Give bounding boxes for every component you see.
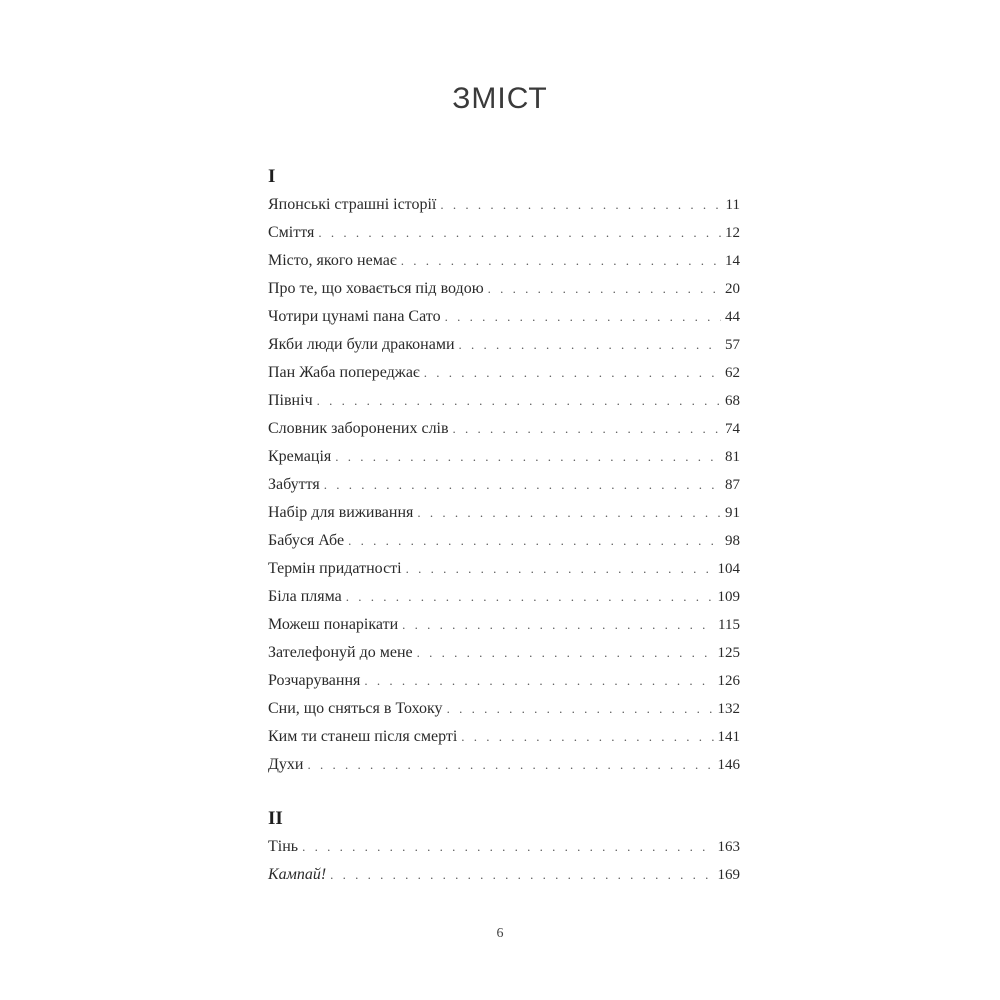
toc-entry-title: Сни, що сняться в Тохоку xyxy=(268,700,443,717)
toc-entry-title: Набір для виживання xyxy=(268,504,414,521)
toc-entry[interactable] xyxy=(268,555,740,583)
dot-leader xyxy=(417,499,721,527)
dot-leader xyxy=(461,723,713,751)
toc-entry[interactable] xyxy=(268,303,740,331)
toc-entry-page: 115 xyxy=(718,617,740,633)
section-heading: II xyxy=(268,808,283,829)
dot-leader xyxy=(440,191,721,219)
toc-entry-page: 87 xyxy=(725,477,740,493)
page-number: 6 xyxy=(496,926,504,941)
toc-entry[interactable] xyxy=(268,695,740,723)
table-of-contents xyxy=(268,163,740,889)
toc-entry[interactable] xyxy=(268,471,740,499)
toc-entry[interactable] xyxy=(268,191,740,219)
toc-entry-page: 126 xyxy=(717,673,740,689)
toc-entry-title: Ким ти станеш після смерті xyxy=(268,728,458,745)
dot-leader xyxy=(406,555,714,583)
toc-entry-title: Словник заборонених слів xyxy=(268,420,449,437)
toc-entry-page: 62 xyxy=(725,365,740,381)
toc-entry-title: Кремація xyxy=(268,448,332,465)
toc-entry[interactable] xyxy=(268,359,740,387)
dot-leader xyxy=(302,833,713,861)
toc-entry-title: Розчарування xyxy=(268,672,361,689)
toc-entry[interactable] xyxy=(268,443,740,471)
toc-entry-page: 132 xyxy=(717,701,740,717)
toc-entry[interactable] xyxy=(268,415,740,443)
dot-leader xyxy=(459,331,721,359)
toc-entry[interactable] xyxy=(268,527,740,555)
toc-entry-title: Місто, якого немає xyxy=(268,252,397,269)
dot-leader xyxy=(417,639,714,667)
toc-entry[interactable] xyxy=(268,219,740,247)
toc-entry[interactable] xyxy=(268,751,740,779)
toc-entry[interactable] xyxy=(268,833,740,861)
dot-leader xyxy=(348,527,721,555)
toc-entry-title: Духи xyxy=(268,756,304,773)
toc-entry-page: 12 xyxy=(725,225,740,241)
toc-entry-title: Якби люди були драконами xyxy=(268,336,455,353)
toc-entry-page: 74 xyxy=(725,421,740,437)
toc-entry[interactable] xyxy=(268,331,740,359)
dot-leader xyxy=(488,275,721,303)
toc-entry-page: 163 xyxy=(717,839,740,855)
toc-entry-title: Можеш понарікати xyxy=(268,616,399,633)
toc-entry-title: Про те, що ховається під водою xyxy=(268,280,484,297)
toc-entry[interactable] xyxy=(268,387,740,415)
toc-entry-page: 11 xyxy=(725,197,740,213)
dot-leader xyxy=(402,611,714,639)
dot-leader xyxy=(318,219,721,247)
toc-entry-title: Біла пляма xyxy=(268,588,342,605)
toc-entry-title: Північ xyxy=(268,392,313,409)
toc-entry-page: 44 xyxy=(725,309,740,325)
toc-entry-title: Японські страшні історії xyxy=(268,196,437,213)
dot-leader xyxy=(453,415,721,443)
toc-entry-title: Термін придатності xyxy=(268,560,402,577)
dot-leader xyxy=(424,359,721,387)
toc-entry[interactable] xyxy=(268,583,740,611)
toc-entry-title: Кампай! xyxy=(268,866,327,883)
toc-entry-title: Зателефонуй до мене xyxy=(268,644,413,661)
toc-entry-title: Пан Жаба попереджає xyxy=(268,364,420,381)
toc-entry-title: Тінь xyxy=(268,838,299,855)
toc-entry[interactable] xyxy=(268,667,740,695)
toc-entry-page: 57 xyxy=(725,337,740,353)
dot-leader xyxy=(445,303,721,331)
toc-entry-page: 109 xyxy=(717,589,740,605)
dot-leader xyxy=(324,471,721,499)
toc-entry[interactable] xyxy=(268,247,740,275)
dot-leader xyxy=(364,667,713,695)
dot-leader xyxy=(447,695,714,723)
toc-entry-page: 146 xyxy=(717,757,740,773)
toc-entry-page: 169 xyxy=(717,867,740,883)
dot-leader xyxy=(335,443,721,471)
toc-entry-page: 125 xyxy=(717,645,740,661)
toc-entry[interactable] xyxy=(268,861,740,889)
toc-entry-title: Бабуся Абе xyxy=(268,532,345,549)
toc-entry[interactable] xyxy=(268,611,740,639)
dot-leader xyxy=(401,247,721,275)
dot-leader xyxy=(346,583,714,611)
toc-entry-page: 91 xyxy=(725,505,740,521)
toc-entry-title: Чотири цунамі пана Сато xyxy=(268,308,441,325)
toc-entry-title: Забуття xyxy=(268,476,320,493)
toc-entry-page: 14 xyxy=(725,253,740,269)
toc-entry-page: 81 xyxy=(725,449,740,465)
toc-entry-title: Сміття xyxy=(268,224,315,241)
section-heading: I xyxy=(268,166,276,187)
toc-entry-page: 98 xyxy=(725,533,740,549)
toc-entry[interactable] xyxy=(268,639,740,667)
toc-entry-page: 68 xyxy=(725,393,740,409)
dot-leader xyxy=(330,861,713,889)
page-title: ЗМІСТ xyxy=(452,82,548,115)
toc-entry[interactable] xyxy=(268,275,740,303)
toc-entry-page: 104 xyxy=(717,561,740,577)
toc-entry[interactable] xyxy=(268,499,740,527)
toc-entry[interactable] xyxy=(268,723,740,751)
dot-leader xyxy=(317,387,721,415)
toc-entry-page: 141 xyxy=(717,729,740,745)
dot-leader xyxy=(307,751,713,779)
toc-entry-page: 20 xyxy=(725,281,740,297)
